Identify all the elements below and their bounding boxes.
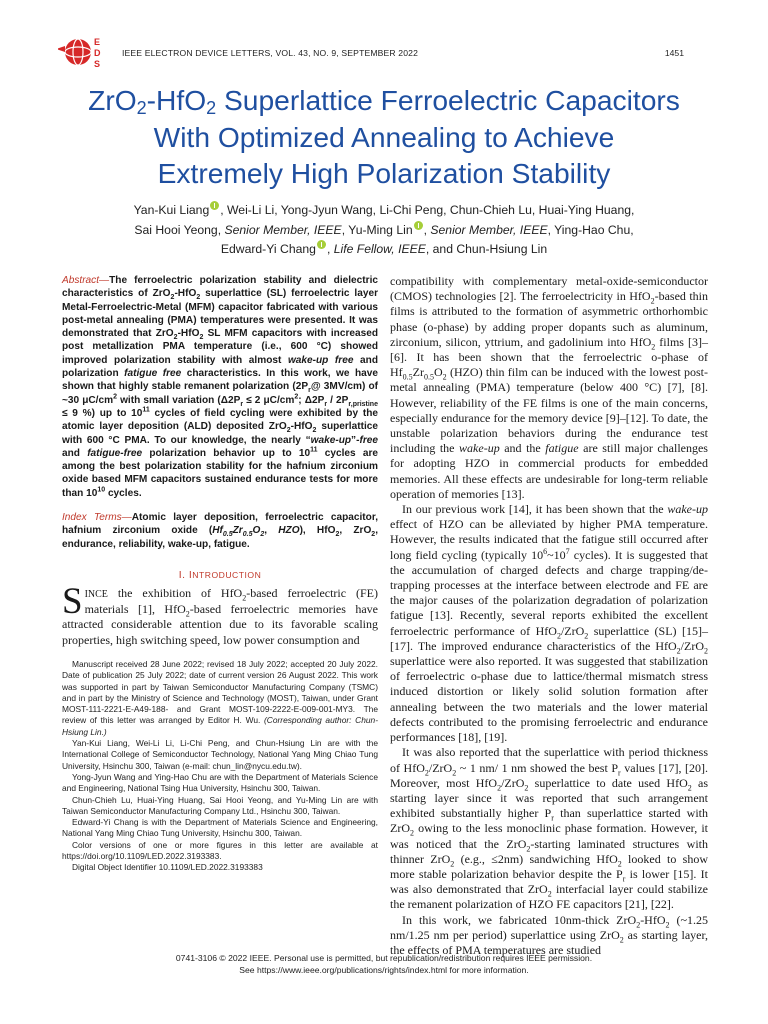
svg-text:D: D [94,48,101,58]
paper-title [30,82,738,192]
ieee-eds-logo-icon [58,32,110,72]
left-column [62,274,378,648]
svg-text:E: E [94,37,101,47]
copyright-notice [40,952,728,976]
body-paragraph-4: In this work, we fabricated 10nm-thick ZrO$_2$-HfO$_2$ (~1.25 nm/1.25 nm per period) superlattice using ZrO$_2$ as starting layer, the effects of PMA temperatures are studied [390,912,708,957]
footnote-block [62,659,378,874]
orcid-icon[interactable] [210,201,219,210]
page-header [66,37,684,69]
footnote-manuscript: Manuscript received 28 June 2022; revised 18 July 2022; accepted 20 July 2022. Date of publication 25 July 2022; date of current version 26 August 2022. This work was supported in part by Taiwan Semiconductor Manufacturing Company (TSMC) and in part by the Ministry of Science and Technology (MOST), Taiwan, under Grant MOST-111-2221-E-A49-188- and Grant MOST-109-2222-E-009-001-MY3. The review of this letter was arranged by Editor H. Wu. (Corresponding author: Chun-Hsiung Lin.) [62,659,378,737]
author-line-3: Edward-Yi Chang , Life Fellow, IEEE, and Chun-Hsiung Lin [220,242,548,256]
author-line-1: Yan-Kui Liang , Wei-Li Li, Yong-Jyun Wang, Li-Chi Peng, Chun-Chieh Lu, Huai-Ying Huang, [133,203,635,217]
title-line-2: With Optimized Annealing to Achieve [153,120,615,153]
copyright-line-2[interactable]: See https://www.ieee.org/publications/rights/index.html for more information. [239,965,529,975]
title-line-1: ZrO$_2$-HfO$_2$ Superlattice Ferroelectric Capacitors [88,84,680,118]
author-list [40,201,728,260]
drop-cap: S [62,580,83,622]
footnote-affiliation-4: Edward-Yi Chang is with the Department of Materials Science and Engineering, National Yang Ming Chiao Tung University, Hsinchu 300, Taiwan. [62,817,378,839]
author-line-2: Sai Hooi Yeong, Senior Member, IEEE, Yu-Ming Lin , Senior Member, IEEE, Ying-Hao Chu, [134,222,634,237]
title-line-3: Extremely High Polarization Stability [157,157,611,189]
right-column [390,274,708,958]
abstract: Abstract—The ferroelectric polarization stability and dielectric characteristics of ZrO$_2$-HfO$_2$ superlattice (SL) ferroelectric layer Metal-Ferroelectric-Metal (MFM) capacitor fabricated with various post-metal annealing (PMA) temperatures were presented. It was demonstrated that ZrO$_2$-HfO$_2$ SL MFM capacitors with increased post metallization PMA temperature (i.e., 600 °C) showed improved polarization stability with almost wake-up free and polarization fatigue free characteristics. In this work, we have shown that highly stable remanent polarization ($2P_r@$ 3MV/cm) of ~30 $\mu C/cm^2$ with small variation ($\Delta 2P_r \le 2$ $\mu C/cm^2$; $\Delta 2P_r / 2P_{r,pristine} \le 9$ %) up to $10^{11}$ cycles of field cycling were exhibited by the atomic layer deposition (ALD) deposited ZrO$_2$-HfO$_2$ superlattice with 600 °C PMA. To our knowledge, the nearly “wake-up”-free and fatigue-free polarization behavior up to $10^{11}$ cycles are among the best polarization stability for the hafnium zirconium oxide based MFM capacitors sustained endurance tests for more than $10^{10}$ cycles. [62,275,379,499]
orcid-icon[interactable] [414,221,423,230]
footnote-color-versions[interactable]: Color versions of one or more figures in this letter are available at https://doi.org/10.1109/LED.2022.3193383. [62,839,378,862]
section-heading-introduction: I. INTRODUCTION [178,569,262,581]
svg-text:S: S [94,59,101,69]
introduction-text: SINCE the exhibition of HfO$_2$-based ferroelectric (FE) materials [1], HfO$_2$-based ferroelectric memories have attracted considerable attention due to its favorable scaling properties, high switching speed, low power consumption and [62,580,378,647]
copyright-line-1: 0741-3106 © 2022 IEEE. Personal use is permitted, but republication/redistribution requires IEEE permission. [175,953,593,963]
footnote-affiliation-1: Yan-Kui Liang, Wei-Li Li, Li-Chi Peng, and Chun-Hsiung Lin are with the International College of Semiconductor Technology, National Yang Ming Chiao Tung University, Hsinchu 300, Taiwan (e-mail: chun_lin@nycu.edu.tw). [62,738,378,771]
footnote-affiliation-2: Yong-Jyun Wang and Ying-Hao Chu are with the Department of Materials Science and Engineering, National Tsing Hua University, Hsinchu 300, Taiwan. [62,771,378,794]
body-paragraph-3: It was also reported that the superlattice with period thickness of HfO$_2$/ZrO$_2$ ~ 1 nm/ 1 nm showed the best $P_r$ values [17], [20]. Moreover, most HfO$_2$/ZrO$_2$ superlattice to date used HfO$_2$ as starting layer since it was reported that such arrangement exhibited substantially higher $P_r$ than superlattice started with ZrO$_2$ owing to the less monoclinic phase formation. However, it was noticed that the ZrO$_2$-starting laminated structures with thinner ZrO$_2$ (e.g., ≤2nm) sandwiching HfO$_2$ looked to show more stable polarization behavior despite the $P_r$ is lower [15]. It was also demonstrated that ZrO$_2$ interfacial layer could stabilize the remanent polarization of HZO FE capacitors [21], [22]. [390,745,709,912]
journal-citation: IEEE ELECTRON DEVICE LETTERS, VOL. 43, NO. 9, SEPTEMBER 2022 [122,48,419,58]
index-terms-label: Index Terms [62,512,122,524]
page-number: 1451 [664,48,684,58]
body-paragraph-2: In our previous work [14], it has been shown that the wake-up effect of HZO can be alleviated by higher PMA temperature. However, the results indicated that the fatigue still occurred after long field cycling (typically $10^6\sim 10^7$ cycles). It is suggested that the accumulation of charged defects and charge trapping/de-trapping processes at the interface between electrode and FE are the major causes of the polarization degradation of polarization fatigue [13]. Recently, several reports exhibited the excellent ferroelectric performance of HfO$_2$/ZrO$_2$ superlattice (SL) [15]–[17]. The improved endurance characteristics of the HfO$_2$/ZrO$_2$ superlattice were also reported. It was suggested that stabilization of ferroelectric o-phase due to lattice/thermal mismatch stress induced distortion or likely solid solution formation after annealing between the two materials and the lower material defects contributed to the promising ferroelectric and endurance performances [18], [19]. [390,502,708,745]
abstract-label: Abstract [62,275,100,286]
orcid-icon[interactable] [317,240,326,249]
footnote-doi: Digital Object Identifier 10.1109/LED.2022.3193383 [72,862,263,873]
index-terms: Index Terms—Atomic layer deposition, ferroelectric capacitor, hafnium zirconium oxide ($Hf_{0.5}Zr_{0.5}O_2$, HZO), HfO$_2$, ZrO$_2$, endurance, reliability, wake-up, fatigue. [62,512,379,550]
footnote-affiliation-3: Chun-Chieh Lu, Huai-Ying Huang, Sai Hooi Yeong, and Yu-Ming Lin are with Taiwan Semiconductor Manufacturing Company Ltd., Hsinchu 300, Taiwan. [62,794,378,816]
body-paragraph-1: compatibility with complementary metal-oxide-semiconductor (CMOS) technologies [2]. The ferroelectricity in HfO$_2$-based thin films is attributed to the formation of asymmetric orthorhombic phase (o-phase) by adding proper dopants such as aluminum, zirconium, silicon, yttrium, and gadolinium into HfO$_2$ films [3]–[6]. It has been shown that the ferroelectric o-phase of $Hf_{0.5}Zr_{0.5}O_2$ (HZO) thin film can be induced with the lowest post-metal annealing (PMA) temperature (below 400 °C) [7], [8]. However, reliability of the FE films is one of the main concerns, especially endurance for the memory device [9]–[12]. To date, the unstable polarization behaviors during the endurance test including the wake-up and the fatigue are still major challenges for adopting HZO in commercial products for embedded memories. All these effects are undesirable for long-term reliable operation of memories [13]. [390,274,708,501]
